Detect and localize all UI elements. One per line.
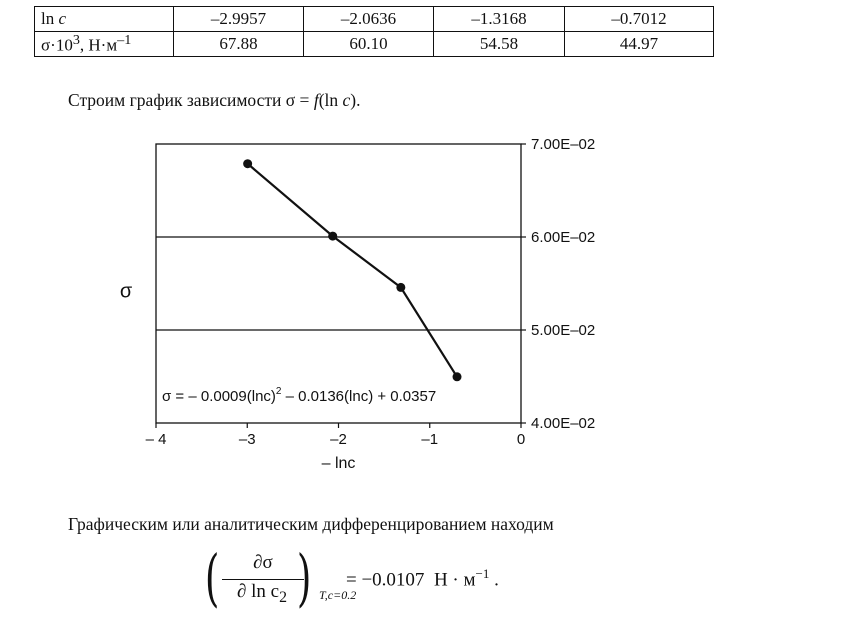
table-cell: 54.58 xyxy=(434,32,565,57)
table-cell: –2.9957 xyxy=(174,7,304,32)
denominator-sub: 2 xyxy=(279,588,288,606)
result-units: Н · м xyxy=(433,569,476,591)
differentiation-sentence: Графическим или аналитическим дифференцированием находим xyxy=(68,514,554,534)
data-point xyxy=(328,232,337,241)
y-tick-label: 5.00E–02 xyxy=(531,322,596,339)
y-tick-label: 4.00E–02 xyxy=(531,415,596,432)
table-cell: 60.10 xyxy=(304,32,434,57)
sentence-text: ). xyxy=(350,90,361,110)
table-cell: 67.88 xyxy=(174,32,304,57)
row-label-ln-c: ln c xyxy=(35,7,174,32)
table-cell: –1.3168 xyxy=(434,7,565,32)
right-paren: ) xyxy=(296,541,312,614)
x-tick-label: –2 xyxy=(330,431,347,448)
formula-subscript: T,c=0.2 xyxy=(319,588,357,602)
x-axis-label: – lnc xyxy=(321,455,356,472)
series-line xyxy=(248,164,457,377)
x-tick-label: –3 xyxy=(238,431,256,448)
trendline-equation xyxy=(162,386,436,405)
row-label-sigma: $\sigma\cdot 10^3$, $Н\cdot м^{-1}$ xyxy=(35,32,174,57)
sentence-f: f xyxy=(313,90,319,110)
formula-denominator xyxy=(216,581,308,607)
left-paren: ( xyxy=(204,541,220,614)
formula-result xyxy=(346,566,499,591)
y-tick-label: 6.00E–02 xyxy=(531,229,596,246)
x-tick-label: 0 xyxy=(516,431,526,448)
x-tick-label: – 4 xyxy=(145,431,167,448)
y-axis-label: σ xyxy=(119,280,133,303)
denominator-base: ∂ ln c xyxy=(236,581,280,602)
table-cell: –0.7012 xyxy=(565,7,714,32)
sentence-c: c xyxy=(342,90,351,110)
equation-part: σ = – 0.0009(lnc) xyxy=(162,388,276,405)
table-cell: 44.97 xyxy=(565,32,714,57)
formula-numerator: ∂σ xyxy=(253,552,273,573)
equation-part: – 0.0136(lnc) + 0.0357 xyxy=(281,388,437,405)
x-tick-label: –1 xyxy=(421,431,439,448)
result-value: = −0.0107 xyxy=(346,569,425,591)
sentence-text: (ln xyxy=(318,90,343,110)
data-point xyxy=(243,159,252,168)
data-point xyxy=(453,372,462,381)
result-end: . xyxy=(494,569,499,591)
data-point xyxy=(396,283,405,292)
fraction-bar xyxy=(222,579,304,580)
table-cell: –2.0636 xyxy=(304,7,434,32)
y-tick-label: 7.00E–02 xyxy=(531,136,596,153)
units-exponent: −1 xyxy=(475,566,490,581)
equation-exponent: 2 xyxy=(275,386,282,397)
plot-area-frame xyxy=(156,144,521,423)
sentence-text: Строим график зависимости σ = xyxy=(68,90,314,110)
